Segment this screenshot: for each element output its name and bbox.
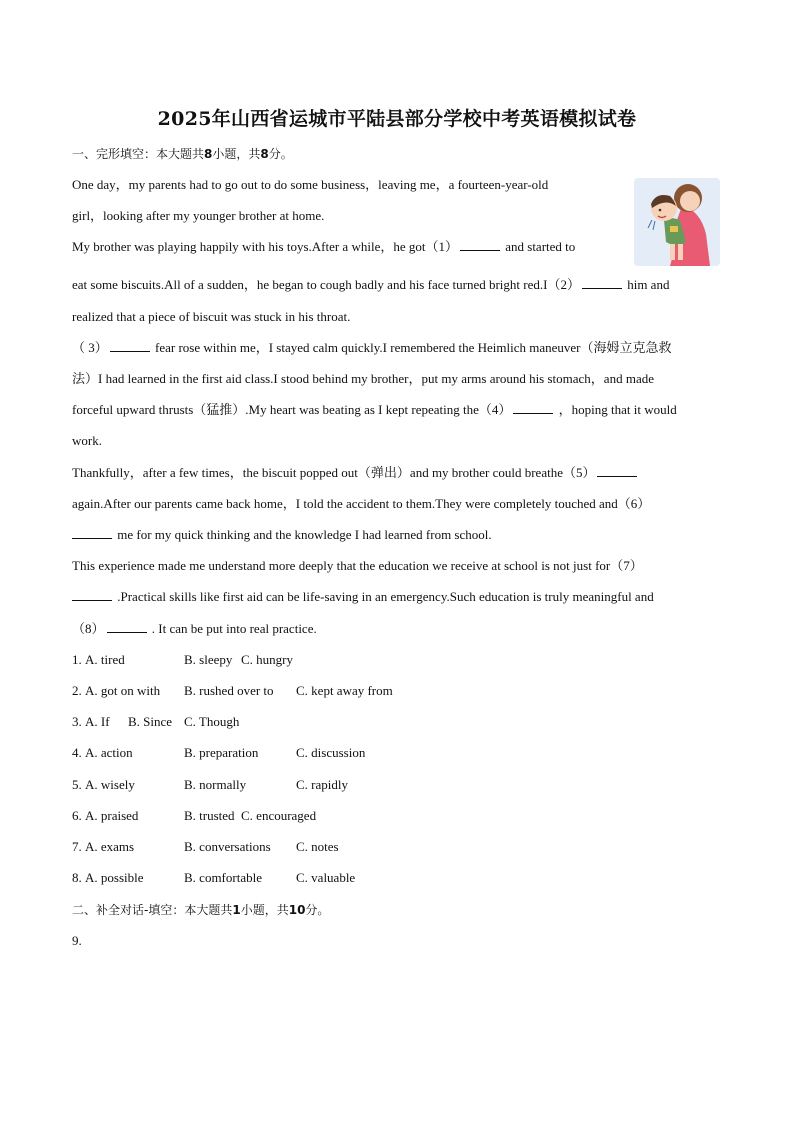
option-b[interactable]: B. preparation (184, 745, 259, 760)
passage-line-14: .Practical skills like first aid can be life-saving in an emergency.Such education is truly meaningful and (72, 589, 654, 605)
passage-line-2: girl，looking after my younger brother at home. (72, 208, 325, 223)
option-a[interactable]: A. tired (85, 652, 125, 667)
blank-8[interactable] (107, 621, 147, 633)
option-c[interactable]: C. hungry (241, 652, 293, 667)
option-b[interactable]: B. comfortable (184, 870, 262, 885)
option-c[interactable]: C. notes (296, 839, 339, 854)
option-a[interactable]: A. exams (85, 839, 135, 854)
question-9-number: 9. (72, 933, 82, 948)
blank-5[interactable] (597, 465, 637, 477)
passage-line-9: work. (72, 433, 102, 448)
option-a[interactable]: A. wisely (85, 777, 135, 792)
option-b[interactable]: B. sleepy (184, 652, 233, 667)
passage-line-7: 法）I had learned in the first aid class.I stood behind my brother，put my arms around his stomach，and made (72, 371, 654, 386)
option-a[interactable]: A. action (85, 745, 133, 760)
blank-7[interactable] (72, 589, 112, 601)
passage-line-12: me for my quick thinking and the knowledge I had learned from school. (72, 527, 492, 543)
option-a[interactable]: A. praised (85, 808, 139, 823)
option-c[interactable]: C. valuable (296, 870, 356, 885)
passage-line-11: again.After our parents came back home，I told the accident to them.They were completely touched and（6） (72, 496, 651, 511)
option-c[interactable]: C. Though (184, 714, 240, 729)
passage-line-1: One day，my parents had to go out to do some business，leaving me，a fourteen-year-old (72, 177, 549, 192)
illustration-image (630, 176, 722, 268)
option-b[interactable]: B. trusted (184, 808, 235, 823)
blank-2[interactable] (582, 277, 622, 289)
option-a[interactable]: A. If (85, 714, 110, 729)
blank-6[interactable] (72, 527, 112, 539)
passage-line-4: eat some biscuits.All of a sudden，he began to cough badly and his face turned bright red.I（2） him and (72, 277, 670, 292)
option-b[interactable]: B. rushed over to (184, 683, 274, 698)
option-a[interactable]: A. got on with (85, 683, 161, 698)
exam-page: 2025年山西省运城市平陆县部分学校中考英语模拟试卷 一、完形填空：本大题共8小题，共8分。 One day，my parents had to go out to do some business，leaving me，a fourteen-year-old girl，looking after my younger brother at home. My brother was playing happily with his toys.After a while，he got（1） and started to eat some biscuits.All of a sudden，he began to cough badly and his face turned bright red.I（2） him and realized that a piece of biscuit was stuck in his throat. （ 3） fear rose within me，I stayed calm quickly.I remembered the Heimlich maneuver（海姆立克急救 法）I had learned in the first aid class.I stood behind my brother，put my arms around his stomach，and made forceful upward thrusts（猛推）.My heart was beating as I kept repeating the（4） ，hoping that it would work. Thankfully，after a few times，the biscuit popped out（弹出）and my brother could breathe（5） again.After our parents came back home，I told the accident to them.They were completely touched and（6） me for my quick thinking and the knowledge I had learned from school. This experience made me understand more deeply that the education we receive at school is not just for（7） .Practical skills like first aid can be life-saving in an emergency.Such education is truly meaningful and （8） . It can be put into real practice. 1. A. tired B. sleepy C. hungry 2. A. got on with B. rushed over to C. kept away from 3. A. If B. Since C. Though 4. A. action B. preparation C. discussion 5. A. wisely B. normally C. rapidly 6. A. praised B. trusted C. encouraged 7. A. exams B. conversations C. notes 8. A. possible B. comfortable C. valuable 二、补全对话-填空：本大题共1小题，共10分。 9. (0, 0, 794, 1123)
passage-line-8: forceful upward thrusts（猛推）.My heart was beating as I kept repeating the（4） ，hoping that it would (72, 402, 677, 417)
option-b[interactable]: B. normally (184, 777, 247, 792)
option-b[interactable]: B. Since (128, 714, 173, 729)
passage-line-6: （ 3） fear rose within me，I stayed calm quickly.I remembered the Heimlich maneuver（海姆立克急救 (72, 340, 672, 355)
passage-line-10: Thankfully，after a few times，the biscuit popped out（弹出）and my brother could breathe（5） (72, 465, 639, 481)
option-a[interactable]: A. possible (85, 870, 144, 885)
blank-1[interactable] (460, 239, 500, 251)
option-c[interactable]: C. rapidly (296, 777, 348, 792)
page-title: 2025年山西省运城市平陆县部分学校中考英语模拟试卷 (157, 108, 637, 130)
blank-4[interactable] (513, 402, 553, 414)
passage-line-5: realized that a piece of biscuit was stuck in his throat. (72, 309, 351, 324)
option-c[interactable]: C. encouraged (241, 808, 317, 823)
blank-3[interactable] (110, 340, 150, 352)
section-2-heading: 二、补全对话-填空：本大题共1小题，共10分。 (72, 903, 330, 917)
section-1-heading: 一、完形填空：本大题共8小题，共8分。 (72, 147, 293, 161)
passage-line-13: This experience made me understand more deeply that the education we receive at school is not just for（7） (72, 558, 643, 573)
passage-line-15: （8） . It can be put into real practice. (72, 621, 317, 636)
option-b[interactable]: B. conversations (184, 839, 271, 854)
option-c[interactable]: C. kept away from (296, 683, 393, 698)
passage-line-3: My brother was playing happily with his toys.After a while，he got（1） and started to (72, 239, 576, 254)
option-c[interactable]: C. discussion (296, 745, 366, 760)
